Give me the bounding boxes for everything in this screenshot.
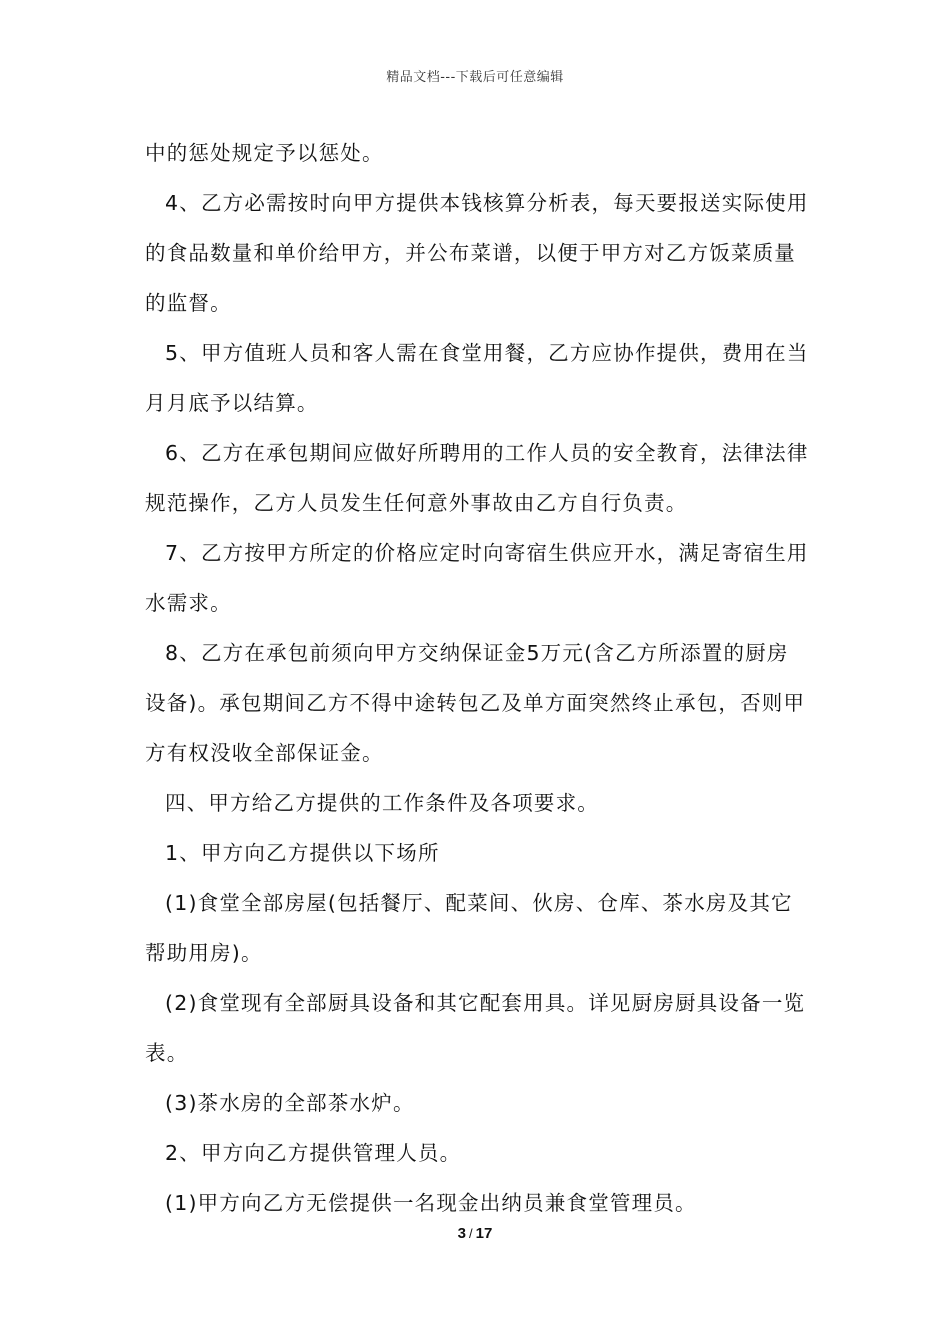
paragraph-sub-1-2: (2)食堂现有全部厨具设备和其它配套用具。详见厨房厨具设备一览表。	[145, 991, 806, 1065]
paragraph-sub-2: 2、甲方向乙方提供管理人员。	[165, 1141, 462, 1165]
page-number-separator: /	[469, 1226, 473, 1241]
paragraph-sub-2-1: (1)甲方向乙方无偿提供一名现金出纳员兼食堂管理员。	[165, 1191, 697, 1215]
paragraph-item-7: 7、乙方按甲方所定的价格应定时向寄宿生供应开水，满足寄宿生用水需求。	[145, 541, 809, 615]
paragraph-item-8: 8、乙方在承包前须向甲方交纳保证金5万元(含乙方所添置的厨房设备)。承包期间乙方不得中途转包乙及单方面突然终止承包，否则甲方有权没收全部保证金。	[145, 641, 806, 765]
paragraph-sub-1-1: (1)食堂全部房屋(包括餐厅、配菜间、伙房、仓库、茶水房及其它帮助用房)。	[145, 891, 793, 965]
page-header: 精品文档---下载后可任意编辑	[386, 70, 564, 85]
page-number	[0, 1225, 950, 1242]
page-number-current: 3	[457, 1225, 467, 1242]
paragraph-sub-1: 1、甲方向乙方提供以下场所	[165, 841, 440, 865]
page-number-total: 17	[475, 1225, 493, 1242]
paragraph-sub-1-3: (3)茶水房的全部茶水炉。	[165, 1091, 415, 1115]
section-heading-4: 四、甲方给乙方提供的工作条件及各项要求。	[165, 791, 599, 815]
paragraph-item-6: 6、乙方在承包期间应做好所聘用的工作人员的安全教育，法律法律规范操作，乙方人员发生任何意外事故由乙方自行负责。	[145, 441, 809, 515]
paragraph-item-4: 4、乙方必需按时向甲方提供本钱核算分析表，每天要报送实际使用的食品数量和单价给甲方，并公布菜谱，以便于甲方对乙方饭菜质量的监督。	[145, 191, 809, 315]
paragraph-continuation: 中的惩处规定予以惩处。	[145, 141, 384, 165]
paragraph-item-5: 5、甲方值班人员和客人需在食堂用餐，乙方应协作提供，费用在当月月底予以结算。	[145, 341, 809, 415]
document-body	[145, 128, 810, 1228]
